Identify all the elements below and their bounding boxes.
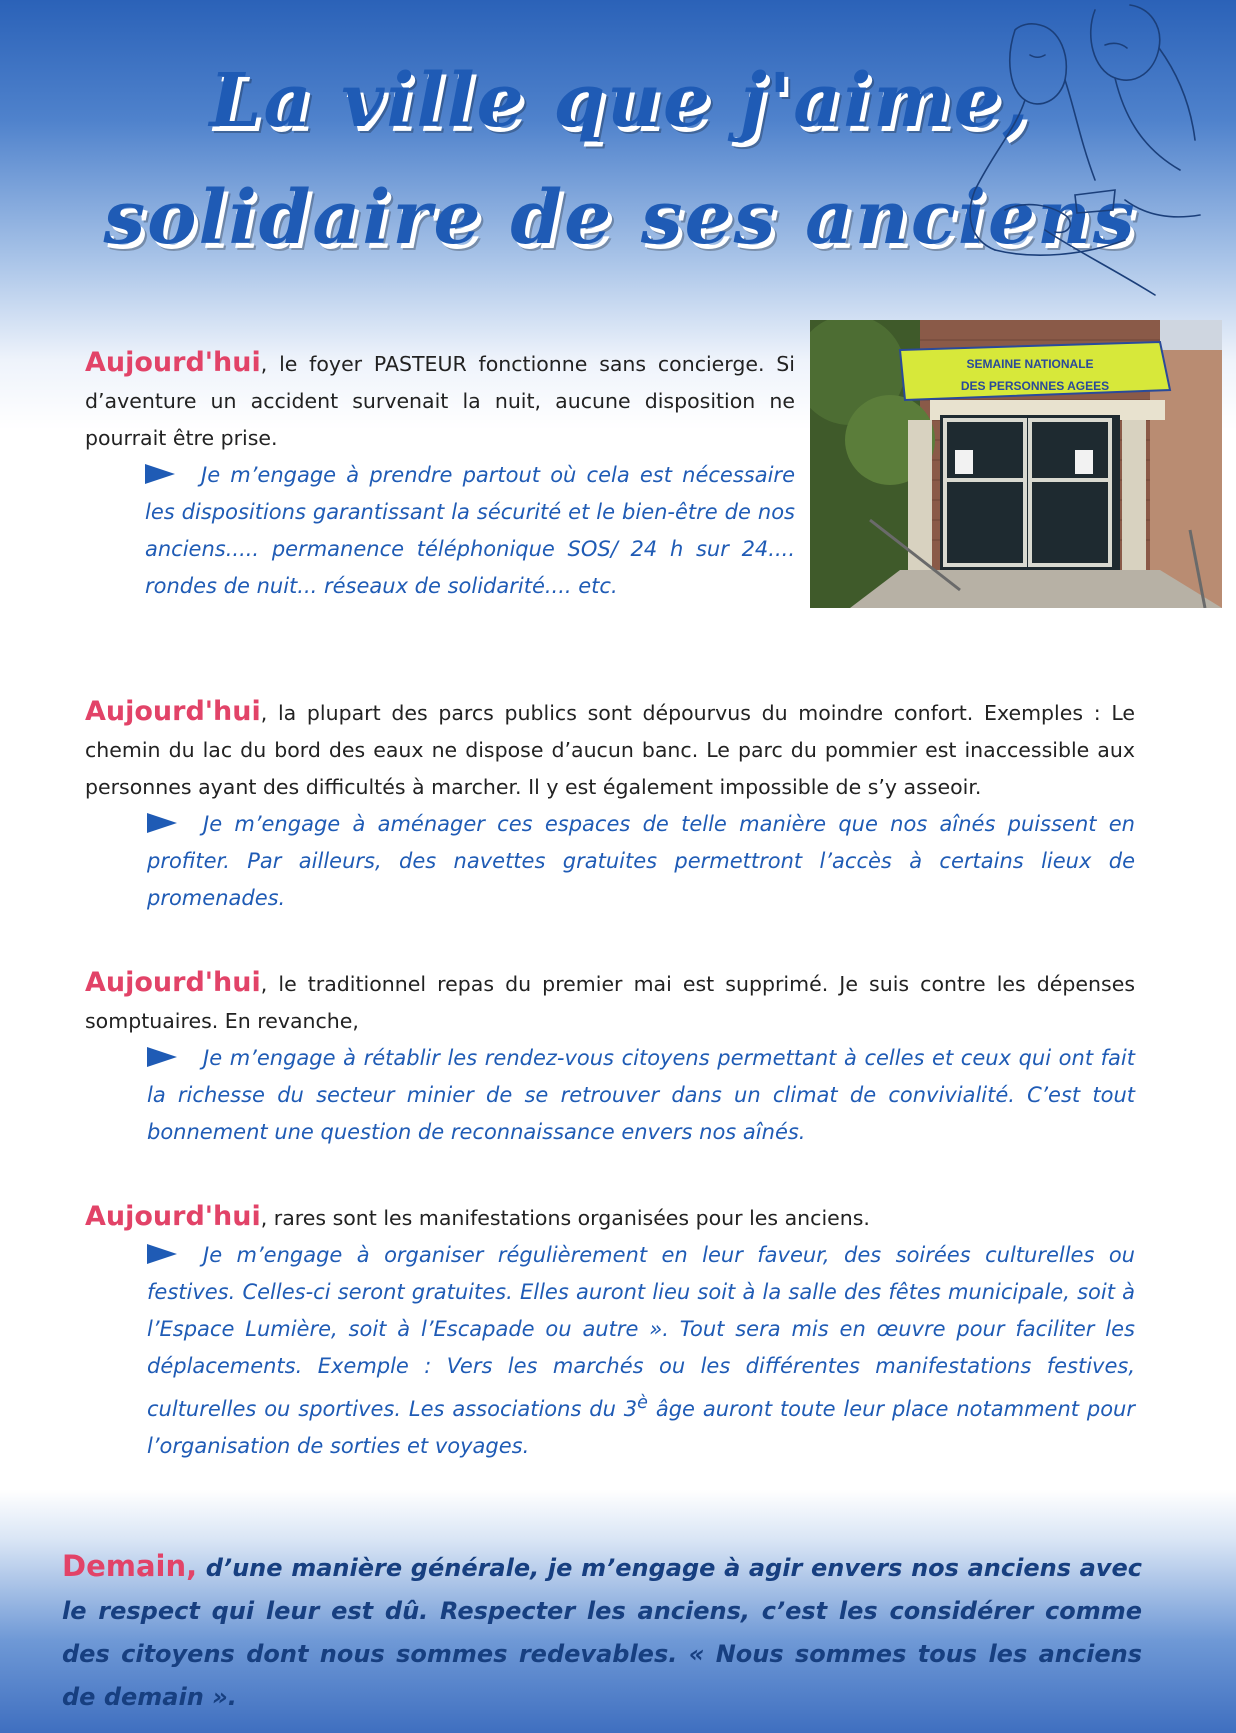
pledge-paragraph bbox=[147, 1040, 1135, 1151]
section-text: , la plupart des parcs publics sont dépourvus du moindre confort. Exemples : Le chemin du lac du bord des eaux ne dispose d’aucun banc. Le parc du pommier est inaccessible aux personnes ayant des difficultés à marcher. Il y est également impossible de s’y asseoir. bbox=[85, 701, 1135, 799]
section-intro bbox=[85, 344, 795, 457]
banner-line-2: DES PERSONNES AGEES bbox=[960, 379, 1110, 393]
elderly-couple-sketch bbox=[955, 0, 1215, 300]
keyword-aujourdhui: Aujourd'hui bbox=[85, 1201, 261, 1232]
section-text: , le traditionnel repas du premier mai est supprimé. Je suis contre les dépenses somptuaires. En revanche, bbox=[85, 972, 1135, 1033]
section-intro bbox=[85, 1198, 1135, 1237]
conclusion-paragraph bbox=[62, 1545, 1142, 1719]
section-text: , rares sont les manifestations organisées pour les anciens. bbox=[260, 1206, 870, 1230]
conclusion-text: d’une manière générale, je m’engage à agir envers nos anciens avec le respect qui leur est dû. Respecter les anciens, c’est les considérer comme des citoyens dont nous sommes redevables. « Nous sommes tous les anciens de demain ». bbox=[62, 1554, 1142, 1711]
section-text: , le foyer PASTEUR fonctionne sans concierge. Si d’aventure un accident survenait la nuit, aucune disposition ne pourrait être prise. bbox=[85, 352, 795, 450]
keyword-aujourdhui: Aujourd'hui bbox=[85, 347, 261, 378]
pledge-text-part-2: âge auront toute leur place notamment pour l’organisation de sorties et voyages. bbox=[147, 1397, 1135, 1458]
section-intro bbox=[85, 964, 1135, 1040]
pledge-text: Je m’engage à prendre partout où cela est nécessaire les dispositions garantissant la sécurité et le bien-être de nos anciens..... permanence téléphonique SOS/ 24 h sur 24.... rondes de nuit... réseaux de solidarité.... etc. bbox=[145, 463, 795, 598]
section-intro bbox=[85, 693, 1135, 806]
foyer-pasteur-photo bbox=[810, 320, 1222, 608]
arrow-icon bbox=[147, 1047, 177, 1067]
section-repas bbox=[85, 964, 1135, 1151]
pledge-text: Je m’engage à rétablir les rendez-vous citoyens permettant à celles et ceux qui ont fait la richesse du secteur minier de se retrouver dans un climat de convivialité. C’est tout bonnement une question de reconnaissance envers nos aînés. bbox=[147, 1046, 1135, 1144]
page-title-line-1: La ville que j'aime, bbox=[209, 58, 1031, 144]
keyword-aujourdhui: Aujourd'hui bbox=[85, 696, 261, 727]
keyword-aujourdhui: Aujourd'hui bbox=[85, 967, 261, 998]
pledge-paragraph bbox=[147, 806, 1135, 917]
section-manifestations bbox=[85, 1198, 1135, 1465]
section-foyer bbox=[85, 344, 795, 605]
pledge-text-part-1: Je m’engage à organiser régulièrement en leur faveur, des soirées culturelles ou festives. Celles-ci seront gratuites. Elles auront lieu soit à la salle des fêtes municipale, soit à l’Espace Lumière, soit à l’Escapade ou autre ». Tout sera mis en œuvre pour faciliter les déplacements. Exemple : Vers les marchés ou les différentes manifestations festives, culturelles ou sportives. Les associations du 3 bbox=[147, 1243, 1135, 1421]
banner-line-1: SEMAINE NATIONALE bbox=[966, 357, 1094, 371]
pledge-paragraph bbox=[145, 457, 795, 605]
arrow-icon bbox=[147, 1244, 177, 1264]
arrow-icon bbox=[145, 464, 175, 484]
pledge-text: Je m’engage à aménager ces espaces de telle manière que nos aînés puissent en profiter. Par ailleurs, des navettes gratuites permettront l’accès à certains lieux de promenades. bbox=[147, 812, 1135, 910]
section-parcs bbox=[85, 693, 1135, 917]
pledge-superscript: è bbox=[637, 1393, 648, 1413]
pledge-paragraph bbox=[147, 1237, 1135, 1465]
arrow-icon bbox=[147, 813, 177, 833]
page-title-line-2: solidaire de ses anciens bbox=[103, 175, 1137, 261]
keyword-demain: Demain, bbox=[62, 1549, 198, 1583]
